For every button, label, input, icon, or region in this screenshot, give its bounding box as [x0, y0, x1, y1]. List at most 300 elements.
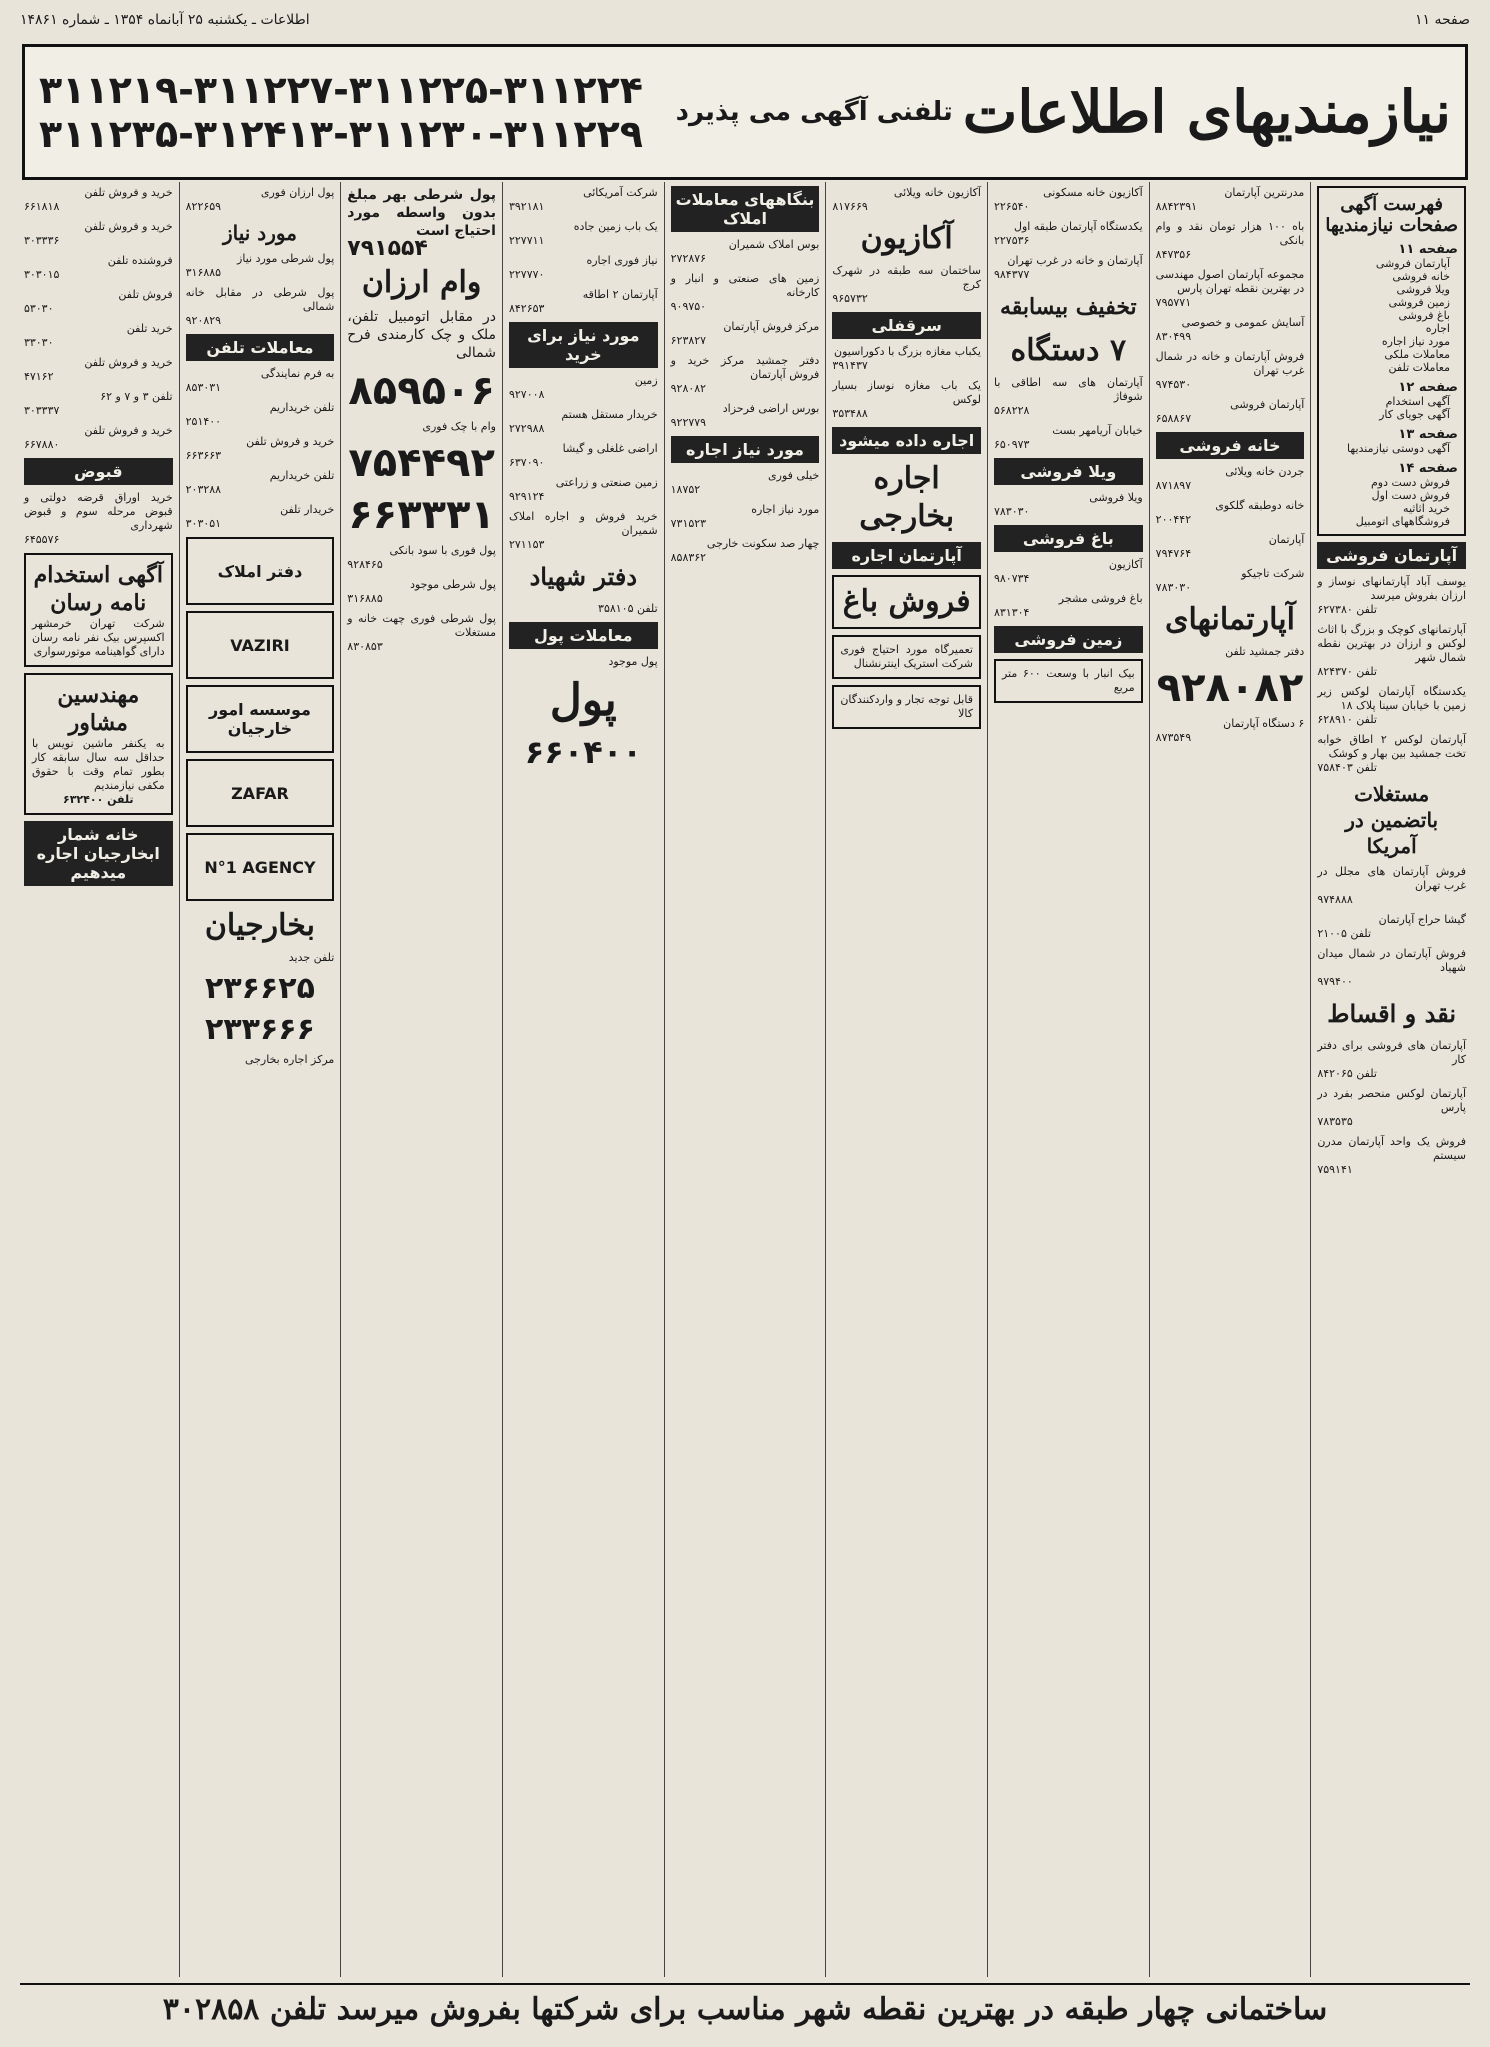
ad-item: [509, 288, 658, 316]
index-item: آپارتمان فروشی: [1375, 257, 1450, 270]
section-heading: سرقفلی: [832, 312, 981, 339]
ad-phone: تلفن ۲۱۰۰۵: [1317, 927, 1372, 940]
ad-item: [671, 272, 820, 314]
ad-phone: ۹۲۲۷۷۹: [670, 416, 707, 429]
display-phone: ۸۵۹۵۰۶: [348, 368, 495, 414]
ad-text: خیلی فوری: [768, 469, 820, 482]
ad-item: [994, 254, 1143, 282]
section-heading: آپارتمان فروشی: [1317, 542, 1466, 569]
ad-item: [1317, 685, 1466, 727]
display-phone: ۶۶۳۳۳۱: [348, 492, 495, 538]
ad-text: خرید اوراق قرضه دولتی و قبوض مرحله سوم و قبوض شهرداری: [23, 491, 173, 532]
ad-item: تعمیرگاه مورد احتیاج فوری شرکت استریک اینترنشنال: [832, 635, 981, 679]
index-list-11: [1325, 257, 1458, 374]
column-1: [1310, 182, 1472, 1977]
ad-item: قابل توجه تجار و واردکنندگان کالا: [832, 685, 981, 729]
ad-phone: ۹۷۴۵۳۰: [1155, 378, 1192, 391]
ad-text: خرید و فروش تلفن: [84, 424, 173, 437]
ad-text: یک باب مغازه نوساز بسیار لوکس: [832, 379, 981, 406]
ad-item: [186, 186, 335, 214]
ad-text: گیشا حراج آپارتمان: [1378, 913, 1466, 926]
section-heading: اجاره داده میشود: [832, 427, 981, 454]
ad-item: [347, 186, 496, 261]
ad-text: آپارتمان های سه اطاقی با شوفاژ: [993, 376, 1143, 403]
ad-phone: ۷۸۳۰۳۰: [993, 505, 1030, 518]
ad-text: مرکز فروش آپارتمان: [723, 320, 820, 333]
ad-item: [1156, 717, 1305, 745]
ad-item: [671, 238, 820, 266]
ad-phone: ۶۵۰۹۷۳: [993, 438, 1030, 451]
section-banner: مستغلات باتضمین در آمریکا: [1345, 782, 1439, 858]
ad-text: اراضی غلغلی و گیشا: [562, 442, 658, 455]
ad-phone: ۹۲۹۱۲۴: [508, 490, 545, 503]
masthead: [22, 44, 1468, 180]
ad-text: نیاز فوری اجاره: [586, 254, 658, 267]
ad-phone: ۲۷۲۸۷۶: [670, 252, 707, 265]
ad-phone: ۸۵۸۳۶۲: [670, 551, 707, 564]
masthead-phones: [39, 68, 666, 156]
ad-item: [186, 401, 335, 429]
ad-text: فروش آپارتمان و خانه در شمال غرب تهران: [1155, 350, 1305, 377]
ad-phone: ۳۹۲۱۸۱: [508, 200, 545, 213]
ad-text: خرید و فروش تلفن: [84, 356, 173, 369]
display-heading: آکازیون: [860, 221, 953, 256]
ad-item: [509, 408, 658, 436]
ad-item: [1317, 913, 1466, 941]
ad-text: آپارتمان لوکس منحصر بفرد در پارس: [1317, 1087, 1466, 1114]
ad-item: [509, 476, 658, 504]
ad-text: در مقابل اتومبیل تلفن، ملک و چک کارمندی فرح شمالی: [347, 309, 496, 361]
ad-item: [347, 612, 496, 654]
display-heading: آپارتمانهای: [1165, 602, 1295, 637]
agency-logo: دفتر املاک: [186, 537, 335, 605]
index-box: [1317, 186, 1466, 536]
index-item: آگهی دوستی نیازمندیها: [1347, 442, 1450, 455]
ad-text: ۶ دستگاه آپارتمان: [1223, 717, 1305, 730]
ad-text: مرکز اجاره بخارجی: [244, 1053, 335, 1066]
ad-item: [832, 345, 981, 373]
ad-phone: ۸۴۲۶۵۳: [508, 302, 545, 315]
ad-phone: ۷۳۱۵۲۳: [670, 517, 707, 530]
ad-item: [1156, 465, 1305, 493]
ad-item: [24, 424, 173, 452]
ad-item: [1317, 623, 1466, 679]
display-heading: بخارجیان: [204, 908, 316, 943]
ad-item: [994, 558, 1143, 586]
ad-phone: ۳۰۳۰۵۱: [185, 517, 222, 530]
section-heading: قبوض: [24, 458, 173, 485]
display-phone: ۹۲۸۰۸۲: [1156, 665, 1304, 711]
index-page-13: صفحه ۱۳: [1398, 427, 1458, 442]
ad-phone: ۸۸۴۲۳۹۱: [1155, 200, 1198, 213]
ad-text: وام با چک فوری: [422, 420, 496, 433]
ad-item: [186, 469, 335, 497]
display-heading: مهندسین مشاور: [57, 682, 140, 736]
ad-item: [671, 537, 820, 565]
ad-item: [1156, 268, 1305, 310]
ad-text: آپارتمان: [1268, 533, 1305, 546]
ad-text: آپارتمان ۲ اطاقه: [582, 288, 658, 301]
ad-item: [1317, 1135, 1466, 1177]
ad-phone: ۳۰۳۰۱۵: [23, 268, 60, 281]
ad-item: [1156, 533, 1305, 561]
ad-item: [1317, 865, 1466, 907]
ad-phone: ۲۵۱۴۰۰: [185, 415, 222, 428]
ad-text: تلفن ۳ و ۷ و ۶۲: [100, 390, 173, 403]
ad-text: به یکنفر ماشین نویس با حداقل سه سال سابقه کار بطور تمام وقت با حقوق مکفی نیازمندیم: [31, 737, 165, 792]
column-3: [987, 182, 1149, 1977]
display-phone: ۶۶۰۴۰۰: [524, 733, 642, 771]
index-item: فروش دست دوم: [1371, 476, 1450, 489]
ad-text: دفتر جمشید تلفن: [1225, 645, 1305, 658]
ad-phone: ۹۰۹۷۵۰: [670, 300, 707, 313]
ad-phone: ۹۲۸۰۸۲: [670, 382, 707, 395]
ad-text: فروش یک واحد آپارتمان مدرن سیستم: [1317, 1135, 1466, 1162]
ad-text: خرید تلفن: [126, 322, 173, 335]
ad-text: باه ۱۰۰ هزار تومان نقد و وام بانکی: [1155, 220, 1305, 247]
ad-item: [509, 186, 658, 214]
ad-phone: ۵۳۰۳۰: [23, 302, 54, 315]
ad-phone: ۳۱۶۸۸۵: [185, 266, 222, 279]
ad-phone: ۷۵۹۱۴۱: [1317, 1163, 1353, 1176]
ad-item: [1156, 316, 1305, 344]
ad-phone: ۲۲۷۷۷۰: [508, 268, 545, 281]
ad-text: یکباب مغازه بزرگ با دکوراسیون: [834, 345, 981, 358]
ad-text: شرکت تهران خرمشهر اکسپرس بیک نفر نامه رسان دارای گواهینامه موتورسواری: [31, 617, 165, 658]
ad-text: شرکت تاجیکو: [1241, 567, 1305, 580]
index-list-13: [1325, 442, 1458, 455]
ad-item: بیک انبار با وسعت ۶۰۰ متر مربع: [994, 659, 1143, 703]
ad-text: تلفن خریداریم: [269, 469, 335, 482]
ad-phone: ۹۸۰۷۳۴: [993, 572, 1030, 585]
ad-text: تلفن ۳۵۸۱۰۵: [598, 602, 658, 615]
ad-text: خیابان آریامهر بست: [1052, 424, 1143, 437]
display-heading: پول: [549, 675, 617, 726]
page-number: صفحه ۱۱: [1414, 12, 1470, 28]
index-item: معاملات ملکی: [1384, 348, 1450, 361]
ad-item: [832, 186, 981, 214]
ad-phone: ۸۱۷۶۶۹: [832, 200, 868, 213]
ad-item: [1317, 1039, 1466, 1081]
issue-info: اطلاعات ـ یکشنبه ۲۵ آبانماه ۱۳۵۴ ـ شماره ۱۴۸۶۱: [20, 12, 310, 28]
masthead-brand: نیازمندیهای اطلاعات: [962, 78, 1451, 146]
ad-text: خرید و فروش تلفن: [246, 435, 335, 448]
ad-text: زمین صنعتی و زراعتی: [555, 476, 658, 489]
display-phone: ۷۵۴۴۹۲: [348, 440, 495, 486]
index-item: مورد نیاز اجاره: [1381, 335, 1450, 348]
ad-text: آپارتمان و خانه در غرب تهران: [1007, 254, 1143, 267]
index-item: فروشگاههای اتومبیل: [1355, 515, 1450, 528]
ad-phone: ۲۷۲۹۸۸: [508, 422, 545, 435]
ad-item: [186, 367, 335, 395]
index-item: خرید اثاثیه: [1403, 502, 1450, 515]
index-list-14: [1325, 476, 1458, 528]
ad-item: [994, 424, 1143, 452]
section-heading: آپارتمان اجاره: [832, 542, 981, 569]
ad-phone: ۱۸۷۵۲: [670, 483, 701, 496]
ad-phone: ۷۹۵۷۷۱: [1155, 296, 1192, 309]
ad-phone: ۳۳۰۳۰: [23, 336, 54, 349]
ad-text: یکدستگاه آپارتمان طبقه اول: [1014, 220, 1143, 233]
ad-box-consultants: [24, 673, 173, 815]
ad-item: [994, 376, 1143, 418]
ad-item: [1156, 567, 1305, 595]
ad-text: بورس اراضی فرحزاد: [722, 402, 820, 415]
ad-phone: تلفن ۸۴۲۰۶۵: [1317, 1067, 1377, 1080]
ad-item: [1156, 220, 1305, 262]
ad-text: باغ فروشی مشجر: [1058, 592, 1143, 605]
ad-text: شرکت آمریکائی: [583, 186, 658, 199]
index-item: ویلا فروشی: [1396, 283, 1450, 296]
ad-text: پول فوری با سود بانکی: [389, 544, 496, 557]
ad-text: آکازیون خانه مسکونی: [1043, 186, 1143, 199]
ad-item: [994, 592, 1143, 620]
section-heading: ویلا فروشی: [994, 458, 1143, 485]
ad-text: تلفن خریداریم: [269, 401, 335, 414]
ad-phone: ۳۰۳۳۳۶: [23, 234, 60, 247]
ad-phone: ۹۲۰۸۲۹: [185, 314, 222, 327]
ad-item: [671, 354, 820, 396]
ad-phone: ۸۷۳۵۴۹: [1155, 731, 1192, 744]
ad-item: [509, 374, 658, 402]
index-item: خانه فروشی: [1392, 270, 1450, 283]
ad-item: [1156, 350, 1305, 392]
ad-item: [24, 288, 173, 316]
ad-item: [994, 220, 1143, 248]
ad-phone: تلفن ۷۵۸۴۰۳: [1317, 761, 1377, 774]
index-page-11: صفحه ۱۱: [1398, 242, 1458, 257]
index-item: معاملات تلفن: [1388, 361, 1450, 374]
ad-phone: ۹۶۵۷۳۲: [832, 292, 868, 305]
ad-item: [347, 578, 496, 606]
ad-phone: ۷۸۳۰۳۰: [1155, 581, 1192, 594]
ad-text: آپارتمان های فروشی برای دفتر کار: [1317, 1039, 1466, 1066]
masthead-phones-row2: ۳۱۱۲۳۵-۳۱۲۴۱۳-۳۱۱۲۳۰-۳۱۱۲۲۹: [39, 112, 643, 156]
ad-text: مجموعه آپارتمان اصول مهندسی در بهترین نقطه تهران پارس: [1155, 268, 1305, 295]
section-banner: نقد و اقساط: [1327, 999, 1457, 1028]
ad-item: [186, 252, 335, 280]
ad-text: تلفن جدید: [288, 951, 335, 964]
section-heading: مورد نیاز اجاره: [671, 436, 820, 463]
ad-phone: ۸۳۰۸۵۳: [347, 640, 383, 653]
ad-text: پول شرطی در مقابل خانه شمالی: [185, 286, 335, 313]
ad-text: پول موجود: [608, 655, 658, 668]
ad-text: پول شرطی فوری چهت خانه و مستغلات: [347, 612, 496, 639]
masthead-subtitle: تلفنی آگهی می پذیرد: [675, 97, 953, 127]
index-item: آگهی جویای کار: [1379, 408, 1450, 421]
ad-phone: ۳۱۶۸۸۵: [347, 592, 383, 605]
ad-item: [671, 503, 820, 531]
ad-item: [832, 379, 981, 421]
ad-text: خرید فروش و اجاره املاک شمیران: [508, 510, 658, 537]
ad-phone: تلفن ۶۳۲۴۰۰: [63, 793, 134, 806]
ad-text: فروش آپارتمان در شمال میدان شهیاد: [1317, 947, 1466, 974]
section-heading: مورد نیاز برای خرید: [509, 322, 658, 368]
ad-text: پول شرطی موجود: [410, 578, 496, 591]
ad-phone: ۲۰۰۴۴۲: [1155, 513, 1192, 526]
display-heading: دفتر شهیاد: [529, 562, 638, 591]
column-9: [18, 182, 179, 1977]
index-item: باغ فروشی: [1398, 309, 1450, 322]
ad-item: [671, 402, 820, 430]
ad-text: زمین: [634, 374, 658, 387]
ad-item: [994, 186, 1143, 214]
section-heading: باغ فروشی: [994, 525, 1143, 552]
ad-text: چهار صد سکونت خارجی: [706, 537, 820, 550]
ad-text: آپارتمان فروشی: [1230, 398, 1305, 411]
ad-item: [24, 254, 173, 282]
ad-phone: ۳۰۳۳۳۷: [23, 404, 60, 417]
ad-text: یک باب زمین جاده: [573, 220, 658, 233]
ad-text: یوسف آباد آپارتمانهای نوساز و ارزان بفروش میرسد: [1317, 575, 1466, 602]
display-heading: فروش باغ: [832, 575, 981, 629]
ad-item: [509, 254, 658, 282]
ad-phone: ۲۰۳۲۸۸: [185, 483, 222, 496]
ad-text: فروشنده تلفن: [107, 254, 173, 267]
ad-item: [24, 186, 173, 214]
ad-phone: ۶۶۷۸۸۰: [23, 438, 60, 451]
ad-item: [1156, 499, 1305, 527]
column-8: [179, 182, 341, 1977]
display-phone: ۲۳۶۶۲۵: [205, 971, 315, 1006]
ad-item: [671, 469, 820, 497]
ad-text: آسایش عمومی و خصوصی: [1181, 316, 1305, 329]
ad-phone: ۶۴۵۵۷۶: [23, 533, 60, 546]
ad-item: [1317, 575, 1466, 617]
ad-item: [1156, 186, 1305, 214]
ad-text: فروش آپارتمان های مجلل در غرب تهران: [1317, 865, 1466, 892]
ad-box-employment: [24, 553, 173, 667]
ad-phone: ۶۳۷۰۹۰: [508, 456, 545, 469]
column-6: [502, 182, 664, 1977]
ad-item: [509, 510, 658, 552]
ad-phone: ۸۵۳۰۳۱: [185, 381, 222, 394]
index-item: فروش دست اول: [1371, 489, 1450, 502]
index-item: آگهی استخدام: [1385, 395, 1450, 408]
ad-text: خرید و فروش تلفن: [84, 186, 173, 199]
ad-item: [186, 503, 335, 531]
display-phone: ۲۳۳۶۶۶: [205, 1012, 315, 1047]
ad-text: پول شرطی بهر مبلغ بدون واسطه مورد احتیاج است: [347, 187, 496, 239]
ad-phone: ۹۸۴۳۷۷: [993, 268, 1030, 281]
ad-phone: ۴۷۱۶۲: [23, 370, 54, 383]
agency-logo: N°1 AGENCY: [186, 833, 335, 901]
column-2: [1149, 182, 1311, 1977]
ad-phone: ۶۶۱۸۱۸: [23, 200, 60, 213]
ad-item: [1317, 947, 1466, 989]
section-heading: خانه شمار ابخارجیان اجاره میدهیم: [24, 821, 173, 886]
ad-item: [347, 544, 496, 572]
ad-text: آپارتمانهای کوچک و بزرگ با اثاث لوکس و ارزان در بهترین نقطه شمال شهر: [1317, 623, 1466, 664]
ad-text: مورد نیاز اجاره: [751, 503, 820, 516]
ad-item: [1156, 398, 1305, 426]
index-item: اجاره: [1425, 322, 1450, 335]
ad-phone: ۵۶۸۲۲۸: [993, 404, 1030, 417]
index-list-12: [1325, 395, 1458, 421]
ad-text: بوس املاک شمیران: [728, 238, 820, 251]
ad-item: [24, 220, 173, 248]
index-title: فهرست آگهی صفحات نیازمندیها: [1325, 194, 1458, 236]
ad-text: خرید و فروش تلفن: [84, 220, 173, 233]
ad-phone: ۲۲۷۵۳۶: [993, 234, 1030, 247]
display-heading: اجاره بخارجی: [859, 461, 955, 534]
column-5: [664, 182, 826, 1977]
ad-item: [1317, 1087, 1466, 1129]
ad-text: آکازیون خانه ویلائی: [893, 186, 981, 199]
ad-text: پول ارزان فوری: [260, 186, 335, 199]
ad-text: فروش تلفن: [118, 288, 173, 301]
display-heading: مورد نیاز: [222, 221, 297, 245]
ad-phone: ۸۳۰۴۹۹: [1155, 330, 1192, 343]
ad-text: ساختمان سه طبقه در شهرک کرج: [832, 264, 981, 291]
ad-text: ویلا فروشی: [1089, 491, 1143, 504]
ad-phone: ۹۷۴۸۸۸: [1317, 893, 1353, 906]
ad-phone: تلفن ۶۲۷۳۸۰: [1317, 603, 1377, 616]
ad-item: [1317, 733, 1466, 775]
ad-phone: ۷۹۴۷۶۴: [1155, 547, 1192, 560]
ad-text: جردن خانه ویلائی: [1225, 465, 1305, 478]
display-heading: وام ارزان: [361, 265, 482, 300]
ad-phone: ۶۵۸۸۶۷: [1155, 412, 1192, 425]
ad-phone: ۸۴۷۳۵۶: [1155, 248, 1192, 261]
ad-phone: ۷۹۱۵۵۴: [347, 236, 428, 261]
ad-phone: تلفن ۸۲۴۳۷۰: [1317, 665, 1377, 678]
masthead-phones-row1: ۳۱۱۲۱۹-۳۱۱۲۲۷-۳۱۱۲۲۵-۳۱۱۲۲۴: [39, 68, 643, 112]
display-heading: تخفیف بیسابقه: [999, 294, 1137, 320]
ad-phone: ۸۳۱۳۰۴: [993, 606, 1030, 619]
ad-item: [24, 356, 173, 384]
index-page-12: صفحه ۱۲: [1398, 380, 1458, 395]
column-4: [825, 182, 987, 1977]
ad-text: مدرنترین آپارتمان: [1224, 186, 1305, 199]
ad-item: [832, 264, 981, 306]
ad-item: [24, 491, 173, 547]
section-heading: بنگاههای معاملات املاک: [671, 186, 820, 232]
ad-text: آپارتمان لوکس ۲ اطاق خوابه تخت جمشید بین بهار و کوشک: [1317, 733, 1466, 760]
agency-logo: VAZIRI: [186, 611, 335, 679]
ad-item: [509, 442, 658, 470]
page-header-line: [20, 8, 1470, 32]
ad-item: [24, 390, 173, 418]
ad-item: [671, 320, 820, 348]
ad-text: خانه دوطبقه گلکوی: [1215, 499, 1305, 512]
ad-phone: ۹۲۸۴۶۵: [347, 558, 383, 571]
ads-grid: [18, 182, 1472, 1977]
ad-item: [509, 220, 658, 248]
ad-phone: ۲۷۱۱۵۳: [508, 538, 545, 551]
ad-phone: ۷۸۳۵۳۵: [1317, 1115, 1353, 1128]
ad-item: [186, 435, 335, 463]
index-page-14: صفحه ۱۴: [1398, 461, 1458, 476]
ad-phone: ۹۷۹۴۰۰: [1317, 975, 1353, 988]
section-heading: معاملات پول: [509, 622, 658, 649]
ad-phone: ۶۲۳۸۲۷: [670, 334, 707, 347]
ad-text: خریدار مستقل هستم: [561, 408, 658, 421]
ad-text: زمین های صنعتی و انبار و کارخانه: [670, 272, 820, 299]
ad-phone: ۹۲۷۰۰۸: [508, 388, 545, 401]
column-7: [340, 182, 502, 1977]
ad-item: [24, 322, 173, 350]
section-heading: زمین فروشی: [994, 626, 1143, 653]
display-heading: آگهی استخدام نامه رسان: [33, 562, 163, 616]
agency-logo: موسسه امور خارجیان: [186, 685, 335, 753]
ad-text: خریدار تلفن: [280, 503, 335, 516]
ad-phone: ۸۲۲۶۵۹: [185, 200, 222, 213]
ad-item: [994, 491, 1143, 519]
ad-phone: ۲۲۷۷۱۱: [508, 234, 545, 247]
index-item: زمین فروشی: [1388, 296, 1450, 309]
ad-phone: تلفن ۶۲۸۹۱۰: [1317, 713, 1377, 726]
